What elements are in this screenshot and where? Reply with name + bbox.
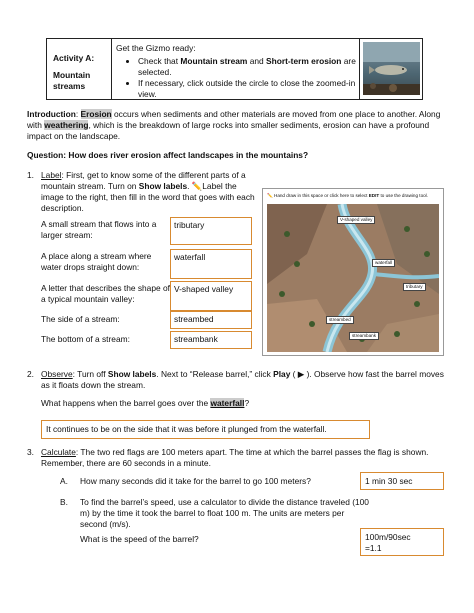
activity-bullet-2: • If necessary, click outside the circle to close the zoomed-in view. bbox=[138, 78, 362, 100]
term-erosion: Erosion bbox=[80, 109, 112, 119]
activity-title: Activity A: bbox=[53, 53, 95, 63]
term-weathering: weathering bbox=[44, 120, 89, 131]
answer-box[interactable]: streambed bbox=[170, 311, 252, 329]
q2-answer-box[interactable]: It continues to be on the side that it was before it plunged from the waterfall. bbox=[41, 420, 370, 439]
drawing-instruction[interactable]: ✏️ Hand draw in this space or click here to select EDIT to use the drawing tool. bbox=[267, 193, 428, 198]
answer-box[interactable]: tributary bbox=[170, 217, 252, 245]
activity-intro: Get the Gizmo ready: bbox=[116, 43, 196, 53]
stream-drawing-area[interactable] bbox=[262, 188, 444, 356]
activity-bullet-1: • Check that Mountain stream and Short-term erosion are selected. bbox=[138, 56, 362, 78]
q2-number: 2. bbox=[27, 369, 34, 379]
q3-a-answer-box[interactable]: 1 min 30 sec bbox=[360, 472, 444, 490]
activity-subtitle: Mountain streams bbox=[53, 70, 91, 92]
q3-b-question: What is the speed of the barrel? bbox=[80, 534, 199, 544]
q3-b-letter: B. bbox=[60, 497, 68, 507]
q2-subquestion: What happens when the barrel goes over the waterfall? bbox=[41, 398, 250, 408]
q3-a-text: How many seconds did it take for the barrel to go 100 meters? bbox=[80, 476, 311, 486]
q3-b-text: To find the barrel’s speed, use a calculator to divide the distance traveled (100 m) by the time it took the barrel to float 100 m. The units are meters per second (m/s). bbox=[80, 497, 369, 530]
answer-box[interactable]: waterfall bbox=[170, 249, 252, 279]
q3-b-answer-box[interactable]: 100m/90sec =1.1 bbox=[360, 528, 444, 556]
map-tag-waterfall[interactable]: waterfall bbox=[372, 259, 395, 267]
question-heading: Question: How does river erosion affect landscapes in the mountains? bbox=[27, 150, 309, 160]
gizmo-thumbnail-image bbox=[363, 42, 420, 95]
q1-number: 1. bbox=[27, 170, 34, 180]
map-tag-tributary[interactable]: tributary bbox=[403, 283, 426, 291]
map-tag-streambank[interactable]: streambank bbox=[349, 332, 379, 340]
q3-a-letter: A. bbox=[60, 476, 68, 486]
introduction-paragraph: Introduction: Erosion occurs when sediments and other materials are moved from one place to another. Along with weathering, which is the breakdown of large rocks into smaller sediments, erosion can have a profound impact on the landscape. bbox=[27, 109, 441, 142]
q3-text: Calculate: The two red flags are 100 meters apart. The time at which the barrel passes the flag is shown. Remember, there are 60 seconds in a minute. bbox=[41, 447, 429, 469]
activity-bullets bbox=[116, 56, 362, 100]
answer-box[interactable]: streambank bbox=[170, 331, 252, 349]
mountain-stream-image bbox=[267, 204, 439, 352]
gizmo-thumbnail-cell bbox=[359, 39, 424, 99]
map-tag-streambed[interactable]: streambed bbox=[326, 316, 354, 324]
q2-text: Observe: Turn off Show labels. Next to “Release barrel,” click Play ( ▶ ). Observe how fast the barrel moves as it floats down the stream. bbox=[41, 369, 444, 391]
map-tag-vshaped[interactable]: V-shaped valley bbox=[337, 216, 375, 224]
q1-text: Label: First, get to know some of the different parts of a mountain stream. Turn on Show labels. ✏️Label the image to the right, then fill in the word that goes with each description. bbox=[41, 170, 255, 214]
activity-instructions bbox=[113, 39, 362, 100]
q3-number: 3. bbox=[27, 447, 34, 457]
answer-box[interactable]: V-shaped valley bbox=[170, 281, 252, 311]
activity-table bbox=[46, 38, 423, 100]
activity-title-cell bbox=[47, 39, 112, 99]
